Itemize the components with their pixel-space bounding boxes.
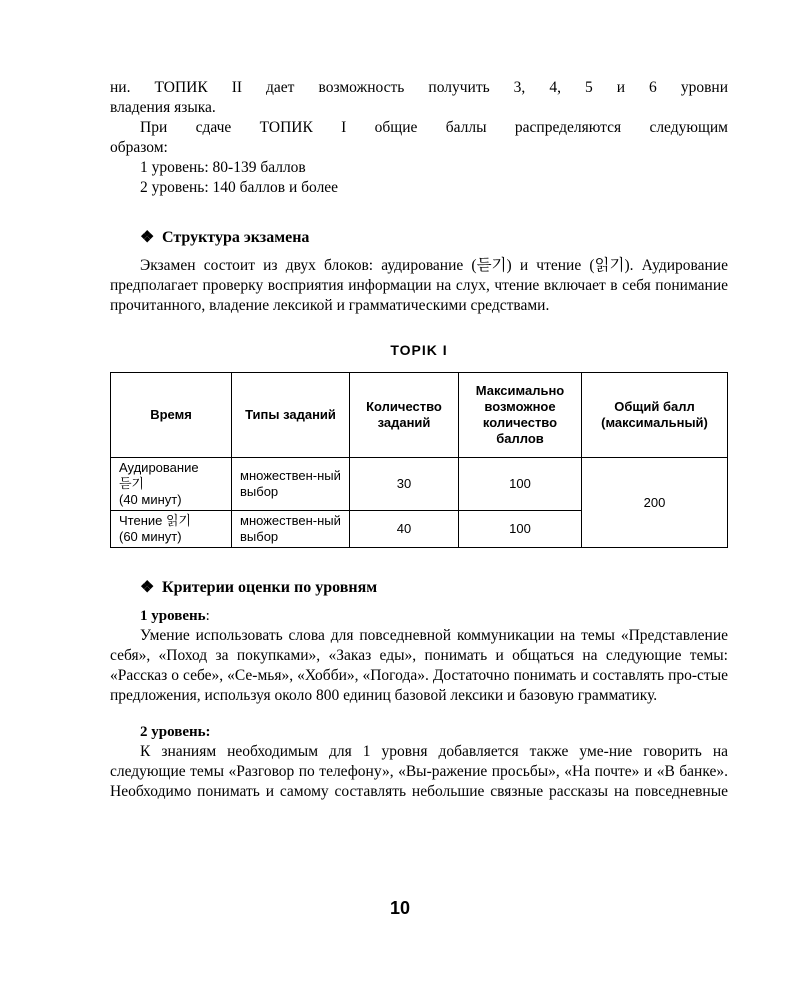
level-2-description: К знаниям необходимым для 1 уровня добавляется также уме-ние говорить на следующие темы «Разговор по телефону», «Вы-ражение просьбы», «На почте» и «В банке». Необходимо понимать и самому составлять небольшие связные рассказы на повседневные xyxy=(110,743,728,800)
intro-line-3: При сдаче ТОПИК I общие баллы распределяются следующим xyxy=(140,119,728,136)
row-time xyxy=(111,511,232,548)
row-max-points: 100 xyxy=(459,458,582,511)
row-max-points: 100 xyxy=(459,511,582,548)
diamond-bullet-icon: ❖ xyxy=(140,579,155,596)
row-time xyxy=(111,458,232,511)
criteria-heading xyxy=(110,578,728,598)
criteria-heading-text: Критерии оценки по уровням xyxy=(162,579,378,596)
table-title: TOPIK I xyxy=(390,342,448,358)
level-1-description: Умение использовать слова для повседневной коммуникации на темы «Представление себя», «Поход за покупками», «Заказ еды», понимать и общаться на следующие темы: «Рассказ о себе», «Се-мья», «Хобби», «Погода». Достаточно понимать и составлять про-стые предложения, используя около 800 единиц базовой лексики и базовую грамматику. xyxy=(110,627,728,704)
row-type: множествен-ный выбор xyxy=(232,458,350,511)
intro-line-4: образом: xyxy=(110,139,168,156)
row-count: 40 xyxy=(350,511,459,548)
diamond-bullet-icon: ❖ xyxy=(140,229,155,246)
time-korean: 듣기 xyxy=(119,476,145,491)
row-count: 30 xyxy=(350,458,459,511)
page-content xyxy=(110,78,728,802)
intro-line-1: ни. ТОПИК II дает возможность получить 3, 4, 5 и 6 уровни xyxy=(110,79,728,96)
topik-table xyxy=(110,372,728,548)
table-row xyxy=(111,458,728,511)
time-label: Аудирование xyxy=(119,460,199,475)
time-duration: (60 минут) xyxy=(119,529,182,544)
table-header-row xyxy=(111,373,728,458)
structure-heading xyxy=(110,228,728,248)
header-count: Количество заданий xyxy=(350,373,459,458)
level-1-colon: : xyxy=(205,608,210,624)
structure-heading-text: Структура экзамена xyxy=(162,229,310,246)
level-2-title: 2 уровень: xyxy=(140,724,211,740)
header-max-points: Максимально возможное количество баллов xyxy=(459,373,582,458)
header-types: Типы заданий xyxy=(232,373,350,458)
level-2-score: 2 уровень: 140 баллов и более xyxy=(140,179,339,196)
intro-line-2: владения языка. xyxy=(110,99,216,116)
level-1-score: 1 уровень: 80-139 баллов xyxy=(140,159,306,176)
level-1-title xyxy=(110,606,728,626)
total-score: 200 xyxy=(582,458,728,548)
row-type: множествен-ный выбор xyxy=(232,511,350,548)
time-label: Чтение 읽기 xyxy=(119,513,192,528)
level-1-title-text: 1 уровень xyxy=(140,608,206,624)
header-total: Общий балл (максимальный) xyxy=(582,373,728,458)
header-time: Время xyxy=(111,373,232,458)
page-number: 10 xyxy=(389,898,411,918)
time-duration: (40 минут) xyxy=(119,492,182,507)
structure-paragraph: Экзамен состоит из двух блоков: аудирование (듣기) и чтение (읽기). Аудирование предполагает проверку восприятия информации на слух, чтение включает в себя понимание прочитанного, владение лексикой и грамматическими средствами. xyxy=(110,257,728,314)
